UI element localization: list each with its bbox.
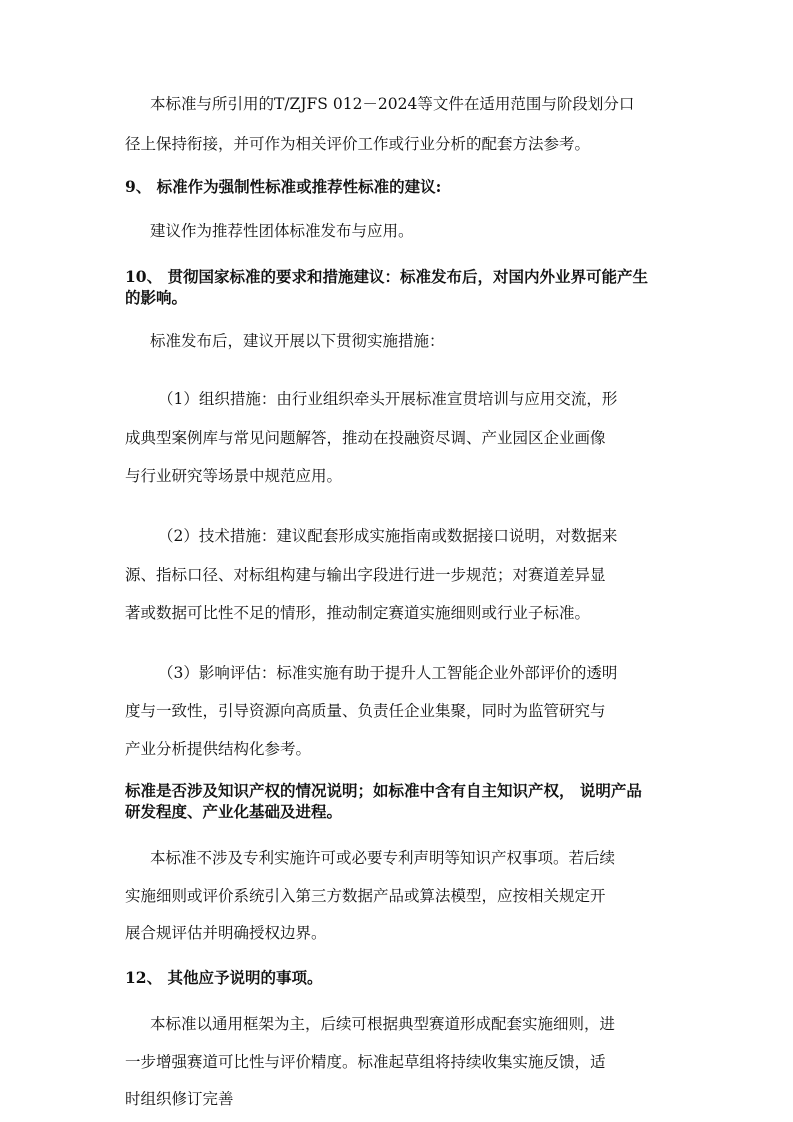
measure-1-line-1: （1）组织措施：由行业组织牵头开展标准宣贯培训与应用交流，形 [158, 390, 618, 408]
section-10-lead-text: 标准发布后，建议开展以下贯彻实施措施： [150, 332, 445, 350]
section-11-heading-line-2: 研发程度、产业化基础及进程。 [125, 802, 343, 821]
measure-1-first [158, 381, 670, 418]
section-10-heading-line-1: 10、 贯彻国家标准的要求和措施建议：标准发布后，对国内外业界可能产生 [125, 267, 648, 286]
section-9-body [150, 213, 670, 250]
measure-2-first [158, 518, 670, 555]
section-11-heading-line-1: 标准是否涉及知识产权的情况说明；如标准中含有自主知识产权， 说明产品 [125, 781, 642, 800]
section-12-body-first [150, 1006, 670, 1043]
measure-2-line-1: （2）技术措施：建议配套形成实施指南或数据接口说明，对数据来 [158, 527, 618, 545]
section-11-line-1: 本标准不涉及专利实施许可或必要专利声明等知识产权事项。若后续 [150, 849, 616, 867]
measure-1-line-3: 与行业研究等场景中规范应用。 [125, 467, 343, 485]
section-11-body-rest [125, 878, 670, 952]
section-9-heading [125, 176, 670, 197]
measure-3-line-1: （3）影响评估：标准实施有助于提升人工智能企业外部评价的透明 [158, 664, 618, 682]
section-11-body-first [150, 840, 670, 877]
measure-2-rest [125, 557, 670, 632]
measure-1-rest [125, 420, 670, 495]
intro-line-1: 本标准与所引用的T/ZJFS 012－2024等文件在适用范围与阶段划分口 [150, 95, 635, 113]
section-12-line-3: 时组织修订完善 [125, 1090, 234, 1108]
intro-paragraph-cont [125, 126, 670, 163]
section-11-heading [125, 780, 670, 822]
section-12-heading-text: 12、 其他应予说明的事项。 [125, 968, 323, 987]
intro-paragraph [150, 86, 670, 123]
section-12-body-rest [125, 1044, 670, 1118]
section-11-line-2: 实施细则或评价系统引入第三方数据产品或算法模型，应按相关规定开 [125, 887, 606, 905]
section-9-body-text: 建议作为推荐性团体标准发布与应用。 [150, 222, 414, 240]
section-11-line-3: 展合规评估并明确授权边界。 [125, 924, 327, 942]
section-10-lead [150, 323, 670, 360]
measure-3-first [158, 655, 670, 692]
section-10-heading [125, 266, 670, 308]
measure-1-line-2: 成典型案例库与常见问题解答，推动在投融资尽调、产业园区企业画像 [125, 429, 606, 447]
section-9-heading-text: 9、 标准作为强制性标准或推荐性标准的建议: [125, 177, 442, 196]
section-12-line-1: 本标准以通用框架为主，后续可根据典型赛道形成配套实施细则，进 [150, 1015, 616, 1033]
section-12-line-2: 一步增强赛道可比性与评价精度。标准起草组将持续收集实施反馈，适 [125, 1053, 606, 1071]
measure-3-rest [125, 693, 670, 768]
measure-3-line-2: 度与一致性，引导资源向高质量、负责任企业集聚，同时为监管研究与 [125, 702, 606, 720]
measure-2-line-3: 著或数据可比性不足的情形，推动制定赛道实施细则或行业子标准。 [125, 604, 591, 622]
section-10-heading-line-2: 的影响。 [125, 288, 188, 307]
intro-line-2: 径上保持衔接，并可作为相关评价工作或行业分析的配套方法参考。 [125, 135, 591, 153]
measure-2-line-2: 源、指标口径、对标组构建与输出字段进行进一步规范；对赛道差异显 [125, 566, 606, 584]
measure-3-line-3: 产业分析提供结构化参考。 [125, 740, 312, 758]
section-12-heading [125, 967, 670, 988]
